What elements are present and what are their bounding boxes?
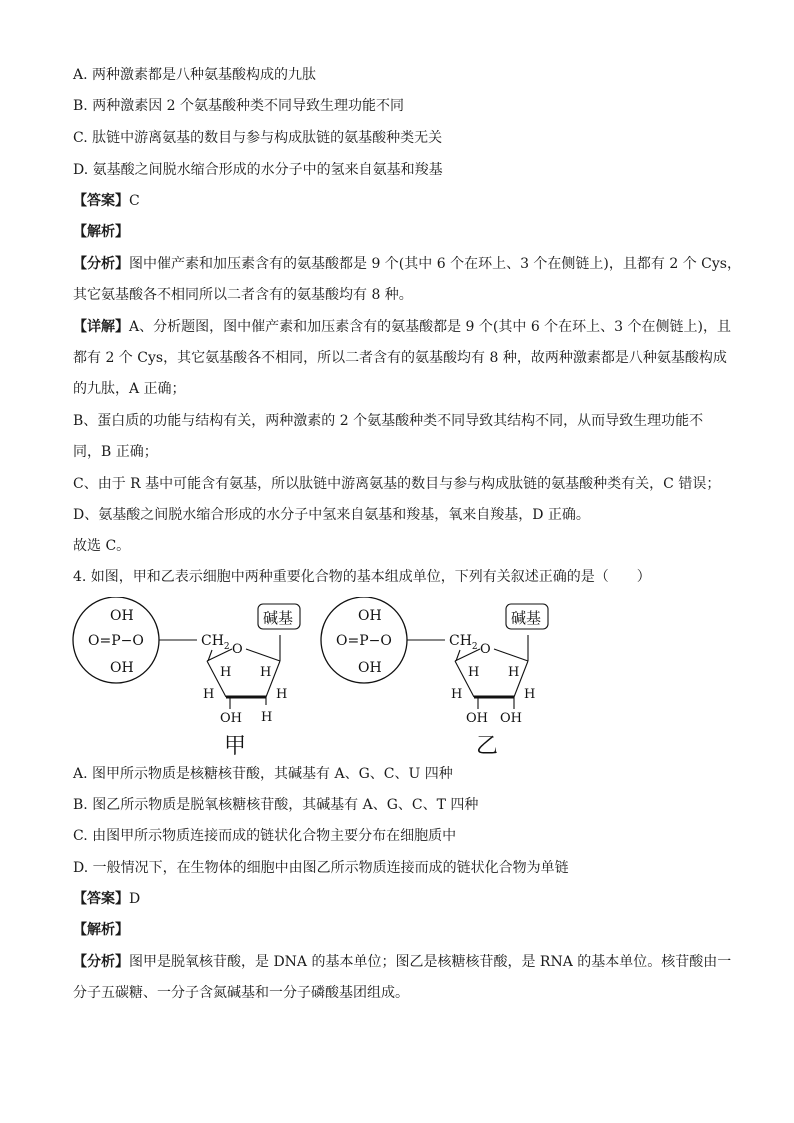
base-label-yi: 碱基	[511, 609, 542, 627]
q4-fenxi-line-2: 分子五碳糖、一分子含氮碱基和一分子磷酸基团组成。	[73, 985, 409, 1001]
ch2-label-yi: $CH_2$	[449, 633, 478, 652]
phosphate-oh-bottom-jia: OH	[110, 660, 134, 676]
q3-xiangjie-line-2: 都有 2 个 Cys，其它氨基酸各不相同，所以二者含有的氨基酸均有 8 种，故两种激素都是八种氨基酸构成	[73, 350, 727, 366]
h-upper-right-yi: H	[508, 665, 520, 680]
oh-3-yi: OH	[500, 711, 522, 726]
q3-option-b: B. 两种激素因 2 个氨基酸种类不同导致生理功能不同	[73, 98, 404, 114]
q3-xiangjie-line-5: 同，B 正确；	[73, 444, 158, 460]
q4-fenxi-tag: 【分析】	[73, 954, 129, 970]
q3-xiangjie-line-8: 故选 C。	[73, 538, 131, 554]
q4-option-a: A. 图甲所示物质是核糖核苷酸，其碱基有 A、G、C、U 四种	[73, 766, 453, 782]
h-lower-right-jia: H	[276, 687, 288, 702]
q3-xiangjie-tag: 【详解】	[73, 319, 129, 335]
h-lower-left-jia: H	[203, 687, 215, 702]
q4-analysis-tag: 【解析】	[73, 922, 129, 938]
figure-jia	[73, 597, 300, 757]
q4-answer-tag: 【答案】	[73, 891, 129, 907]
h-upper-left-yi: H	[468, 665, 480, 680]
h-bottom-jia: H	[261, 710, 273, 725]
q3-xiangjie-line-6: C、由于 R 基中可能含有氨基，所以肽链中游离氨基的数目与参与构成肽链的氨基酸种类有关，C 错误；	[73, 476, 721, 492]
label-yi: 乙	[476, 734, 499, 757]
q3-answer-line	[73, 191, 140, 211]
q3-analysis-tag: 【解析】	[73, 224, 129, 240]
ring-oxygen-yi: O	[480, 642, 491, 657]
q3-option-c: C. 肽链中游离氨基的数目与参与构成肽链的氨基酸种类无关	[73, 130, 443, 146]
q3-answer-value: C	[129, 193, 140, 209]
q4-option-c: C. 由图甲所示物质连接而成的链状化合物主要分布在细胞质中	[73, 828, 457, 844]
figure-yi	[321, 597, 548, 757]
phosphate-oh-top-jia: OH	[110, 608, 134, 624]
h-lower-right-yi: H	[524, 687, 536, 702]
q3-xiangjie-line-3: 的九肽，A 正确；	[73, 381, 186, 397]
q3-xiangjie-text-1: A、分析题图，图中催产素和加压素含有的氨基酸都是 9 个(其中 6 个在环上、3 个在侧链上)，且	[129, 319, 732, 335]
q3-fenxi-line-1	[73, 254, 741, 274]
q4-option-d: D. 一般情况下，在生物体的细胞中由图乙所示物质连接而成的链状化合物为单链	[73, 860, 569, 876]
q3-option-d: D. 氨基酸之间脱水缩合形成的水分子中的氢来自氨基和羧基	[73, 162, 443, 178]
ch2-label-jia: $CH_2$	[201, 633, 230, 652]
phosphate-oh-top-yi: OH	[358, 608, 382, 624]
phosphate-p-jia: O=P−O	[88, 633, 144, 649]
q3-analysis-line	[73, 222, 129, 242]
ring-bond-o-right-yi	[494, 649, 528, 661]
q4-fenxi-line-1	[73, 952, 731, 972]
q3-xiangjie-line-7: D、氨基酸之间脱水缩合形成的水分子中氢来自氨基和羧基，氧来自羧基，D 正确。	[73, 507, 590, 523]
q3-fenxi-line-2: 其它氨基酸各不相同所以二者含有的氨基酸均有 8 种。	[73, 287, 413, 303]
q3-fenxi-tag: 【分析】	[73, 256, 129, 272]
ring-oxygen-jia: O	[232, 642, 243, 657]
q4-fenxi-text-1: 图甲是脱氧核苷酸，是 DNA 的基本单位；图乙是核糖核苷酸，是 RNA 的基本单位。核苷酸由一	[129, 954, 732, 970]
q3-answer-tag: 【答案】	[73, 193, 129, 209]
q3-option-a: A. 两种激素都是八种氨基酸构成的九肽	[73, 67, 317, 83]
q3-fenxi-text-1: 图中催产素和加压素含有的氨基酸都是 9 个(其中 6 个在环上、3 个在侧链上)，且都有 2 个 Cys，	[129, 256, 741, 272]
label-jia: 甲	[224, 734, 247, 757]
h-lower-left-yi: H	[451, 687, 463, 702]
oh-2-jia: OH	[220, 711, 242, 726]
base-label-jia: 碱基	[263, 609, 294, 627]
nucleotide-figure	[66, 597, 566, 757]
ring-bond-o-right-jia	[246, 649, 280, 661]
q4-option-b: B. 图乙所示物质是脱氧核糖核苷酸，其碱基有 A、G、C、T 四种	[73, 797, 479, 813]
h-upper-right-jia: H	[260, 665, 272, 680]
q3-xiangjie-line-1	[73, 317, 731, 337]
q4-stem: 4. 如图，甲和乙表示细胞中两种重要化合物的基本组成单位，下列有关叙述正确的是（ ）	[73, 569, 651, 585]
phosphate-oh-bottom-yi: OH	[358, 660, 382, 676]
q4-analysis-line	[73, 920, 129, 940]
q4-answer-line	[73, 889, 140, 909]
h-upper-left-jia: H	[220, 665, 232, 680]
q3-xiangjie-line-4: B、蛋白质的功能与结构有关，两种激素的 2 个氨基酸种类不同导致其结构不同，从而导致生理功能不	[73, 413, 704, 429]
phosphate-p-yi: O=P−O	[336, 633, 392, 649]
oh-2-yi: OH	[466, 711, 488, 726]
q4-answer-value: D	[129, 891, 141, 907]
